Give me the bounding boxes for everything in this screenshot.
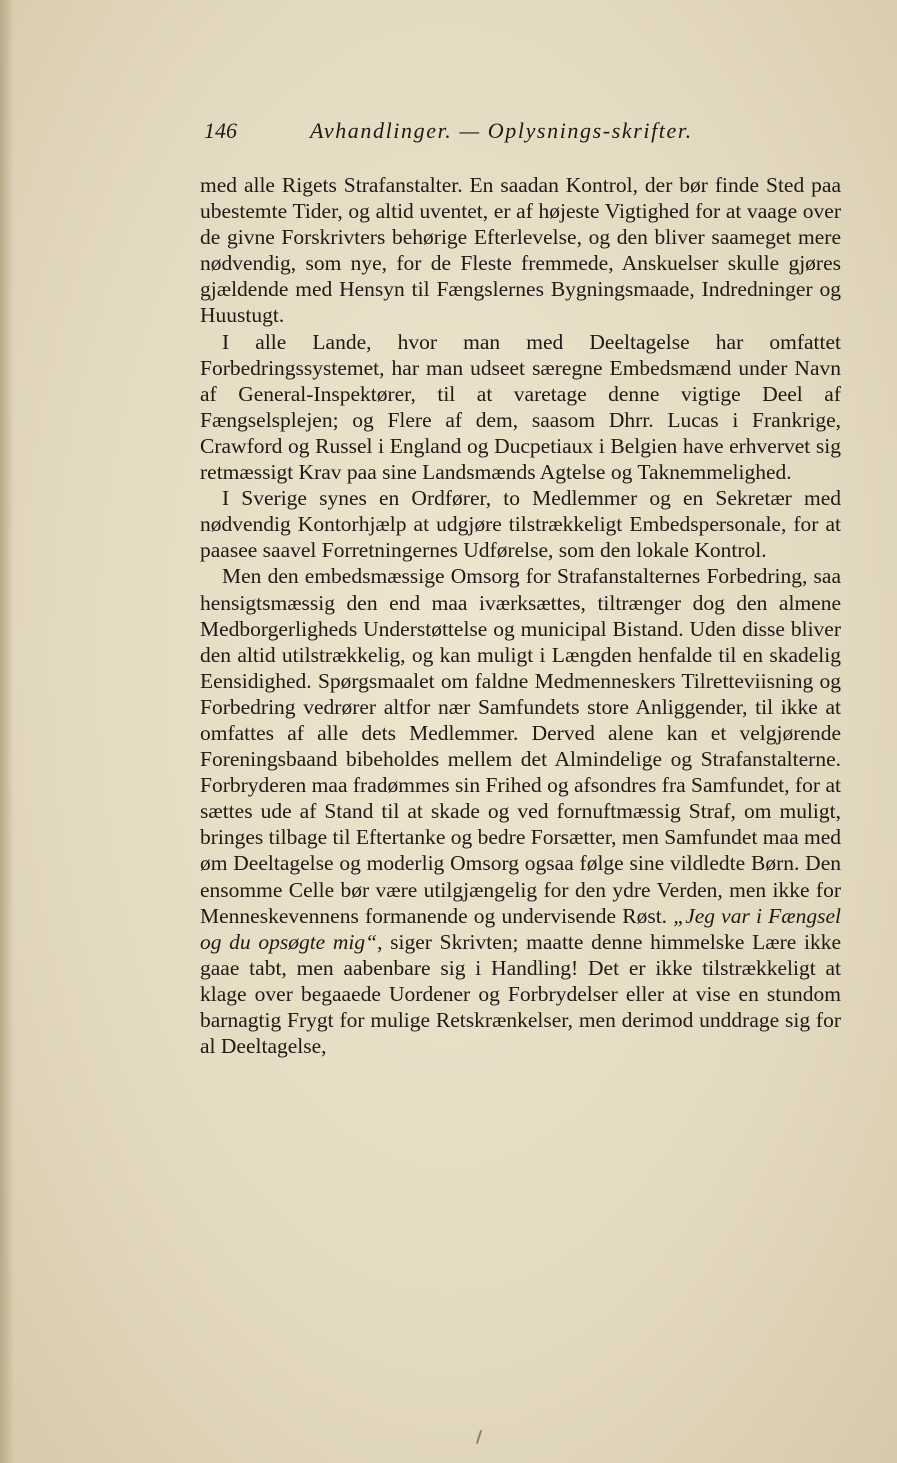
page-gutter-shadow bbox=[0, 0, 14, 1463]
paragraph-4 bbox=[200, 563, 841, 1059]
paragraph-1: med alle Rigets Strafanstalter. En saadan Kontrol, der bør finde Sted paa ubestemte Tider, og altid uventet, er af højeste Vigtighed for at vaage over de givne Forskrivters behørige Efterlevelse, og den bliver saameget mere nødvendig, som nye, for de Fleste fremmede, Anskuelser skulle gjøres gjældende med Hensyn til Fængslernes Bygningsmaade, Indredninger og Huustugt. bbox=[200, 173, 841, 328]
paragraph-4-text-after: , siger Skrivten; maatte denne himmelske Lære ikke gaae tabt, men aabenbare sig i Handling! Det er ikke tilstrækkeligt at klage over begaaede Uordener og Forbrydelser eller at vise en stundom barnagtig Frygt for mulige Retskrænkelser, men derimod unddrage sig for al Deeltagelse, bbox=[200, 929, 842, 1059]
body-text bbox=[200, 172, 841, 1059]
bible-quote: „Jeg var i Fængsel og du opsøgte mig“ bbox=[200, 903, 841, 954]
running-title: Avhandlinger. — Oplysnings-skrifter. bbox=[310, 118, 693, 143]
paragraph-4-text-before: Men den embedsmæssige Omsorg for Strafanstalternes Forbedring, saa hensigtsmæssig den end maa iværksættes, tiltrænger dog den almene Medborgerligheds Understøttelse og municipal Bistand. Uden disse bliver den altid utilstrækkelig, og kan muligt i Længden henfalde til en skadelig Eensidighed. Spørgsmaalet om faldne Medmenneskers Tilretteviisning og Forbedring vedrører altfor nær Samfundets store Anliggender, til ikke at omfattes af alle dets Medlemmer. Derved alene kan et velgjørende Foreningsbaand bibeholdes mellem det Almindelige og Strafanstalterne. Forbryderen maa fradømmes sin Frihed og afsondres fra Samfundet, for at sættes ude af Stand til at skade og ved fornuftmæssig Straf, om muligt, bringes tilbage til Eftertanke og bedre Forsætter, men Samfundet maa med øm Deeltagelse og moderlig Omsorg ogsaa følge sine vildledte Børn. Den ensomme Celle bør være utilgjængelig for den ydre Verden, men ikke for Menneskevennens formanende og undervisende Røst. bbox=[200, 564, 841, 928]
running-header bbox=[200, 118, 840, 150]
paragraph-2: I alle Lande, hvor man med Deeltagelse har omfattet Forbedringssystemet, har man udseet særegne Embedsmænd under Navn af General-Inspektører, til at varetage denne vigtige Deel af Fængselsplejen; og Flere af dem, saasom Dhrr. Lucas i Frankrige, Crawford og Russel i England og Ducpetiaux i Belgien have erhvervet sig retmæssigt Krav paa sine Landsmænds Agtelse og Taknemmelighed. bbox=[200, 329, 841, 485]
paper-mark bbox=[476, 1430, 482, 1444]
page-number: 146 bbox=[204, 118, 237, 143]
paragraph-3: I Sverige synes en Ordfører, to Medlemmer og en Sekretær med nødvendig Kontorhjælp at udgjøre tilstrækkeligt Embedspersonale, for at paasee saavel Forretningernes Udførelse, som den lokale Kontrol. bbox=[200, 486, 841, 563]
